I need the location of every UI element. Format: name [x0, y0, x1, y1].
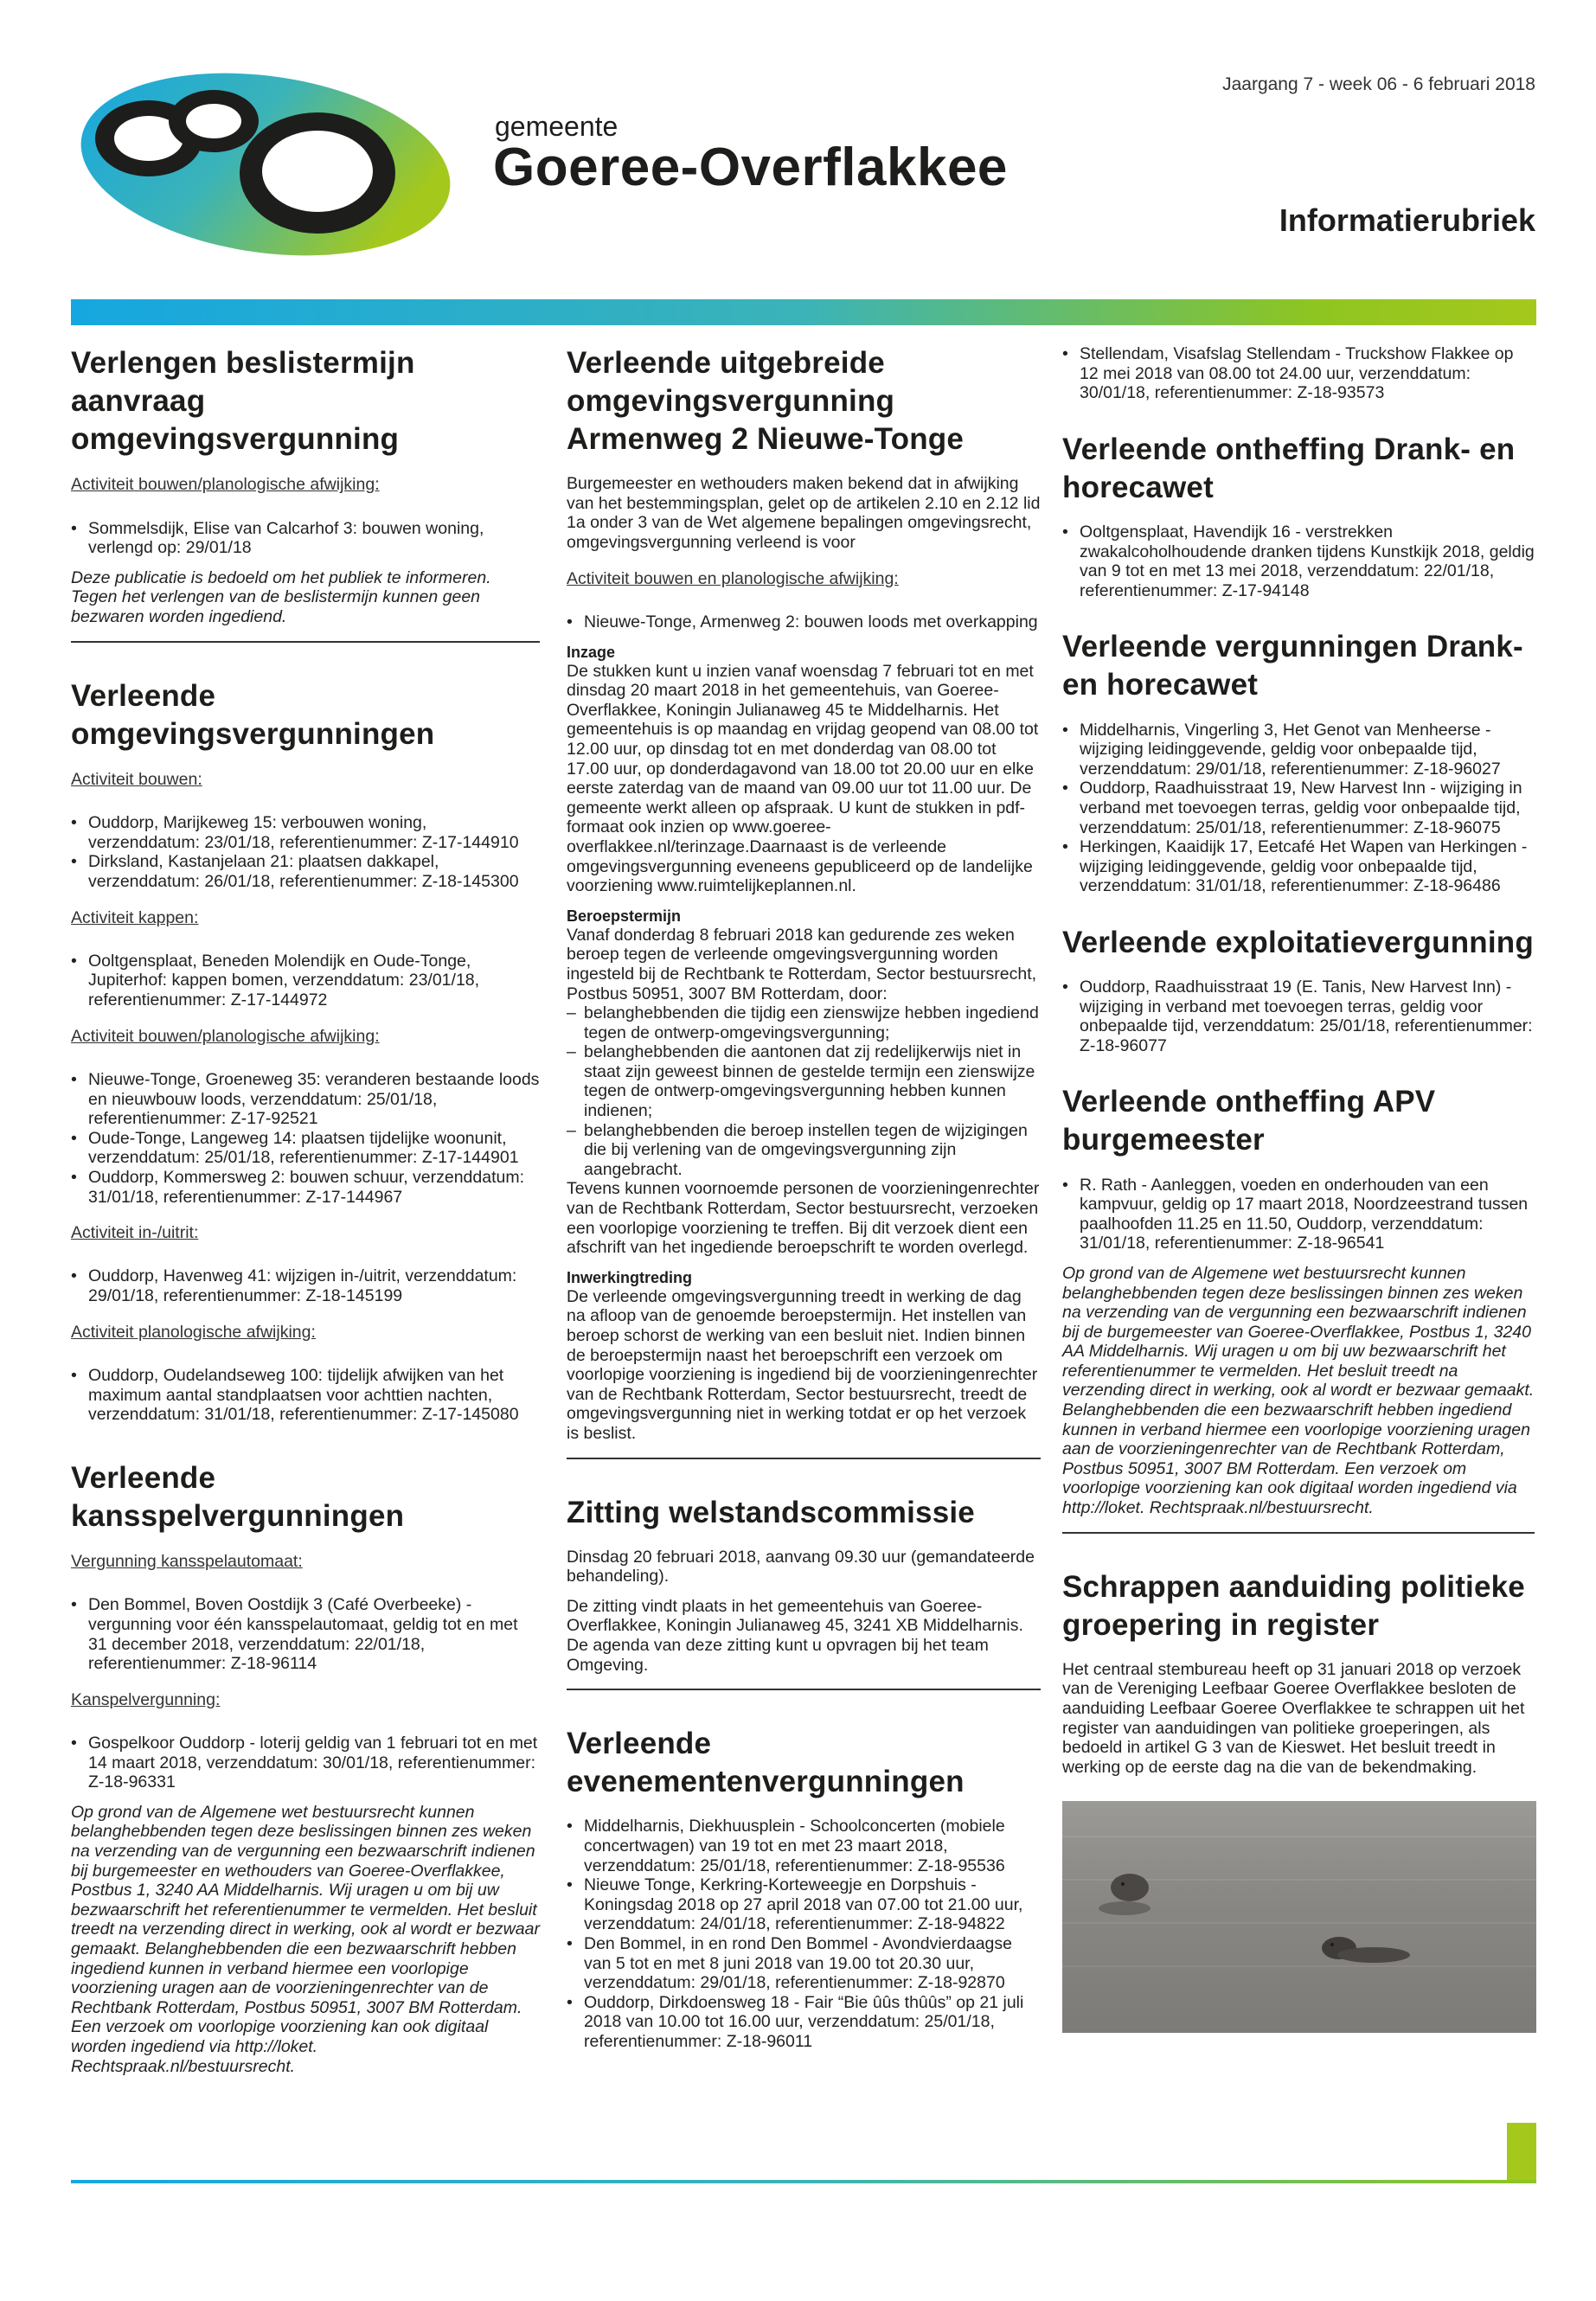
item-list	[1062, 721, 1535, 896]
section-title: Verleende evenementenvergunningen	[567, 1727, 965, 1799]
list-item: • Ooltgensplaat, Beneden Molendijk en Oude-Tonge, Jupiterhof: kappen bomen, verzenddatum: 23/01/18, referentienummer: Z-17-144972	[71, 952, 540, 1010]
item-list	[71, 813, 540, 891]
legal-note: Deze publicatie is bedoeld om het publiek te informeren. Tegen het verlengen van de beslistermijn kunnen geen bezwaren worden ingediend.	[71, 567, 491, 626]
subheading-inzage: Inzage	[567, 643, 616, 661]
list-item: • Oude-Tonge, Langeweg 14: plaatsen tijdelijke woonunit, verzenddatum: 25/01/18, referentienummer: Z-17-144901	[71, 1129, 540, 1168]
section-uitgebreide-omgevingsvergunning	[567, 344, 1041, 1459]
list-item: • Ooltgensplaat, Havendijk 16 - verstrekken zwakalcoholhoudende dranken tijdens Kunstkijk 2018, geldig van 9 tot en met 13 mei 2018, verzenddatum: 22/01/18, referentienummer: Z-17-94148	[1062, 522, 1535, 600]
brand-gemeente: gemeente	[495, 111, 619, 142]
item-list	[71, 1366, 540, 1425]
item-list-continued	[1062, 344, 1535, 403]
list-item: • Sommelsdijk, Elise van Calcarhof 3: bouwen woning, verlengd op: 29/01/18	[71, 519, 540, 558]
list-item: • Dirksland, Kastanjelaan 21: plaatsen dakkapel, verzenddatum: 26/01/18, referentienummer: Z-18-145300	[71, 852, 540, 891]
subheading-beroepstermijn: Beroepstermijn	[567, 907, 682, 925]
dash-list	[567, 1003, 1041, 1179]
item-list	[71, 1595, 540, 1673]
list-item: • Nieuwe-Tonge, Armenweg 2: bouwen loods met overkapping	[567, 612, 1041, 632]
item-list	[1062, 1176, 1535, 1253]
section-vergunningen-drank-horecawet	[1062, 628, 1535, 896]
item-list	[1062, 977, 1535, 1055]
section-verleende-omgevingsvergunningen	[71, 677, 540, 1425]
list-item: – belanghebbenden die tijdig een zienswijze hebben ingediend tegen de ontwerp-omgevingsvergunning;	[567, 1003, 1041, 1042]
divider	[567, 1458, 1041, 1459]
issue-info: Jaargang 7 - week 06 - 6 februari 2018	[1222, 74, 1535, 94]
section-verlengen-beslistermijn	[71, 344, 540, 643]
activity-label: Activiteit bouwen/planologische afwijking:	[71, 475, 380, 495]
list-item: • Ouddorp, Raadhuisstraat 19 (E. Tanis, New Harvest Inn) - wijziging in verband met toevoegen terras, geldig voor onbepaalde tijd, verzenddatum: 25/01/18, referentienummer: Z-18-96077	[1062, 977, 1535, 1055]
list-item: • Herkingen, Kaaidijk 17, Eetcafé Het Wapen van Herkingen - wijziging leidinggevende, geldig voor onbepaalde tijd, verzenddatum: 31/01/18, referentienummer: Z-18-96486	[1062, 837, 1535, 896]
section-title: Verlengen beslistermijn aanvraag omgevingsvergunning	[71, 346, 415, 457]
footer-gradient-bar	[71, 2180, 1536, 2183]
list-item: • Den Bommel, in en rond Den Bommel - Avondvierdaagse van 5 tot en met 8 juni 2018 van 19.00 tot 20.30 uur, verzenddatum: 29/01/18, referentienummer: Z-18-92870	[567, 1934, 1041, 1993]
list-item: • R. Rath - Aanleggen, voeden en onderhouden van een kampvuur, geldig op 17 maart 2018, Noordzeestrand tussen paalhoofden 11.25 en 11.50, Ouddorp, verzenddatum: 31/01/18, referentienummer: Z-18-96541	[1062, 1176, 1535, 1253]
item-list	[71, 952, 540, 1010]
column-3	[1062, 344, 1535, 2033]
section-title: Verleende exploitatievergunning	[1062, 925, 1534, 959]
divider	[567, 1689, 1041, 1690]
legal-note: Op grond van de Algemene wet bestuursrecht kunnen belanghebbenden tegen deze beslissingen binnen zes weken na verzending van de vergunning een bezwaarschrift indienen bij de burgemeester van Goeree-Overflakkee, Postbus 1, 3240 AA Middelharnis. Wij uragen u om bij uw bezwaarschrift het referentienummer te vermelden. Het besluit treedt na verzending direct in werking, ook al wordt er bezwaar gemaakt. Belanghebbenden die een bezwaarschrift hebben ingediend kunnen in verband hiermee een voorlopige voorziening uragen aan de voorzieningenrechter van de Rechtbank Rotterdam, Postbus 50951, 3007 BM Rotterdam. Een verzoek om voorlopige voorziening kan ook digitaal worden ingediend via http://loket. Rechtspraak.nl/bestuursrecht.	[1062, 1263, 1535, 1518]
list-item: • Ouddorp, Raadhuisstraat 19, New Harvest Inn - wijziging in verband met toevoegen terras, geldig voor onbepaalde tijd, verzenddatum: 25/01/18, referentienummer: Z-18-96075	[1062, 779, 1535, 837]
list-item: • Ouddorp, Marijkeweg 15: verbouwen woning, verzenddatum: 23/01/18, referentienummer: Z-17-144910	[71, 813, 540, 852]
section-exploitatievergunning	[1062, 924, 1535, 1055]
section-title: Schrappen aanduiding politieke groepering in register	[1062, 1569, 1525, 1642]
list-item: • Nieuwe Tonge, Kerkring-Korteweegje en Dorpshuis - Koningsdag 2018 op 27 april 2018 van 07.00 tot 21.00 uur, verzenddatum: 24/01/18, referentienummer: Z-18-94822	[567, 1875, 1041, 1934]
activity-label: Kanspelvergunning:	[71, 1689, 221, 1709]
item-list	[1062, 522, 1535, 600]
list-item: • Ouddorp, Kommersweg 2: bouwen schuur, verzenddatum: 31/01/18, referentienummer: Z-17-144967	[71, 1168, 540, 1207]
activity-label: Activiteit in-/uitrit:	[71, 1223, 199, 1243]
schrappen-text: Het centraal stembureau heeft op 31 januari 2018 op verzoek van de Vereniging Leefbaar Goeree Overflakkee besloten de aanduiding Leefbaar Goeree Overflakkee te schrappen uit het register van aanduidingen van politieke groeperingen, als bedoeld in artikel G 3 van de Kieswet. Het besluit treedt in werking op de eerste dag na die van de bekendmaking.	[1062, 1659, 1525, 1777]
list-item: • Gospelkoor Ouddorp - loterij geldig van 1 februari tot en met 14 maart 2018, verzenddatum: 30/01/18, referentienummer: Z-18-96331	[71, 1734, 540, 1792]
list-item: • Ouddorp, Oudelandseweg 100: tijdelijk afwijken van het maximum aantal standplaatsen voor achttien nachten, verzenddatum: 31/01/18, referentienummer: Z-17-145080	[71, 1366, 540, 1425]
activity-label: Activiteit bouwen:	[71, 769, 202, 789]
section-zitting-welstandscommissie	[567, 1494, 1041, 1691]
section-title: Verleende uitgebreide omgevingsvergunning Armenweg 2 Nieuwe-Tonge	[567, 346, 965, 457]
section-title: Verleende omgevingsvergunningen	[71, 678, 435, 751]
beroep-text-2: Tevens kunnen voornoemde personen de voorzieningenrechter van de Rechtbank Rotterdam, Sector bestuursrecht, verzoeken een voorlopige voorziening te treffen. Bij dit verzoek dient een afschrift van het ingediende beroepschrift te worden overlegd.	[567, 1179, 1040, 1258]
item-list	[567, 612, 1041, 632]
legal-note: Op grond van de Algemene wet bestuursrecht kunnen belanghebbenden tegen deze beslissingen binnen zes weken na verzending van de vergunning een bezwaarschrift indienen bij burgemeester en wethouders van Goeree-Overflakkee, Postbus 1, 3240 AA Middelharnis. Wij uragen u om bij uw bezwaarschrift het referentienummer te vermelden. Het besluit treedt na verzending direct in werking, ook al wordt er bezwaar gemaakt. Belanghebbenden die een bezwaarschrift hebben ingediend kunnen in verband hiermee een voorlopige voorziening uragen aan de voorzieningenrechter van de Rechtbank Rotterdam, Postbus 50951, 3007 BM Rotterdam. Een verzoek om voorlopige voorziening kan ook digitaal worden ingediend via http://loket. Rechtspraak.nl/bestuursrecht.	[71, 1802, 540, 2076]
activity-label: Activiteit bouwen/planologische afwijking:	[71, 1026, 380, 1046]
list-item: • Middelharnis, Diekhuusplein - Schoolconcerten (mobiele concertwagen) van 19 tot en met 23 maart 2018, verzenddatum: 25/01/18, referentienummer: Z-18-95536	[567, 1817, 1041, 1875]
section-title: Verleende kansspelvergunningen	[71, 1460, 405, 1533]
item-list	[567, 1817, 1041, 2051]
list-item: – belanghebbenden die aantonen dat zij redelijkerwijs niet in staat zijn geweest binnen de gestelde termijn een zienswijze tegen de ontwerp-omgevingsvergunning hebben kunnen indienen;	[567, 1042, 1041, 1120]
header-gradient-bar	[71, 299, 1536, 325]
activity-label: Vergunning kansspelautomaat:	[71, 1551, 303, 1571]
column-1	[71, 344, 540, 2086]
activity-label: Activiteit planologische afwijking:	[71, 1322, 316, 1342]
rubric-title: Informatierubriek	[1279, 202, 1535, 238]
divider	[71, 641, 540, 643]
subheading-inwerkingtreding: Inwerkingtreding	[567, 1268, 693, 1286]
inzage-text: De stukken kunt u inzien vanaf woensdag 7 februari tot en met dinsdag 20 maart 2018 in het gemeentehuis, van Goeree-Overflakkee, Koningin Julianaweg 45 te Middelharnis. Het gemeentehuis is op maandag en vrijdag geopend van 08.00 tot 12.00 uur, op dinsdag tot en met donderdag van 08.00 tot 17.00 uur, op donderdagavond van 18.00 tot 20.00 uur en elke eerste zaterdag van de maand van 09.00 uur tot 11.00 uur. De gemeente werkt alleen op afspraak. U kunt de stukken in pdf-formaat ook inzien op www.goeree-overflakkee.nl/terinzage.Daarnaast is de verleende omgevingsvergunning eveneens gepubliceerd op de landelijke voorziening www.ruimtelijkeplannen.nl.	[567, 661, 1039, 896]
brand-name: Goeree-Overflakkee	[493, 138, 1008, 197]
item-list	[71, 1070, 540, 1207]
section-title: Zitting welstandscommissie	[567, 1495, 975, 1529]
item-list	[71, 519, 540, 558]
page-header	[0, 0, 1596, 311]
list-item: • Stellendam, Visafslag Stellendam - Truckshow Flakkee op 12 mei 2018 van 08.00 tot 24.00 uur, verzenddatum: 30/01/18, referentienummer: Z-18-93573	[1062, 344, 1535, 403]
column-2	[567, 344, 1041, 2062]
section-title: Verleende ontheffing Drank- en horecawet	[1062, 432, 1516, 504]
activity-label: Activiteit kappen:	[71, 907, 199, 927]
corner-accent	[1507, 2123, 1536, 2183]
list-item: – belanghebbenden die beroep instellen tegen de wijzigingen die bij verlening van de omgevingsvergunning zijn aangebracht.	[567, 1121, 1041, 1180]
zitting-date: Dinsdag 20 februari 2018, aanvang 09.30 uur (gemandateerde behandeling).	[567, 1547, 1035, 1586]
inwerkingtreding-text: De verleende omgevingsvergunning treedt in werking de dag na afloop van de genoemde beroepstermijn. Het instellen van beroep schorst de werking van een besluit niet. Indien binnen de beroepstermijn naast het beroepschrift een verzoek om voorlopige voorziening is ingediend bij de voorzieningenrechter van de Rechtbank Rotterdam, Sector bestuursrecht, treedt de omgevingsvergunning niet in werking totdat er op het verzoek is beslist.	[567, 1286, 1038, 1443]
section-title: Verleende ontheffing APV burgemeester	[1062, 1085, 1436, 1157]
section-ontheffing-drank-horecawet	[1062, 431, 1535, 601]
list-item: • Nieuwe-Tonge, Groeneweg 35: veranderen bestaande loods en nieuwbouw loods, verzenddatum: 25/01/18, referentienummer: Z-17-92521	[71, 1070, 540, 1129]
section-evenementenvergunningen	[567, 1725, 1041, 2051]
beroep-text: Vanaf donderdag 8 februari 2018 kan gedurende zes weken beroep tegen de verleende omgevingsvergunning worden ingesteld bij de Rechtbank te Rotterdam, Sector bestuursrecht, Postbus 50951, 3007 BM Rotterdam, door:	[567, 925, 1037, 1003]
municipality-logo	[71, 69, 452, 260]
list-item: • Middelharnis, Vingerling 3, Het Genot van Menheerse - wijziging leidinggevende, geldig voor onbepaalde tijd, verzenddatum: 29/01/18, referentienummer: Z-18-96027	[1062, 721, 1535, 779]
divider	[1062, 1532, 1535, 1534]
zitting-location: De zitting vindt plaats in het gemeentehuis van Goeree-Overflakkee, Koningin Julianaweg 45, 3241 XB Middelharnis. De agenda van deze zitting kunt u opvragen bij het team Omgeving.	[567, 1596, 1023, 1675]
list-item: • Ouddorp, Dirkdoensweg 18 - Fair “Bie ûûs thûûs” op 21 juli 2018 van 10.00 tot 16.00 uur, verzenddatum: 25/01/18, referentienummer: Z-18-96011	[567, 1993, 1041, 2052]
section-title: Verleende vergunningen Drank- en horecawet	[1062, 630, 1523, 702]
activity-label: Activiteit bouwen en planologische afwijking:	[567, 568, 899, 588]
list-item: • Ouddorp, Havenweg 41: wijzigen in-/uitrit, verzenddatum: 29/01/18, referentienummer: Z-18-145199	[71, 1266, 540, 1305]
section-schrappen-aanduiding	[1062, 1568, 1535, 1778]
intro-text: Burgemeester en wethouders maken bekend dat in afwijking van het bestemmingsplan, gelet op de artikelen 2.10 en 2.12 lid 1a onder 3 van de Wet algemene bepalingen omgevingsrecht, omgevingsvergunning verleend is voor	[567, 474, 1041, 553]
seal-photo	[1062, 1801, 1536, 2033]
item-list	[71, 1734, 540, 1792]
item-list	[71, 1266, 540, 1305]
seal-icon	[1062, 1801, 1536, 2033]
list-item: • Den Bommel, Boven Oostdijk 3 (Café Overbeeke) - vergunning voor één kansspelautomaat, geldig tot en met 31 december 2018, verzenddatum: 22/01/18, referentienummer: Z-18-96114	[71, 1595, 540, 1673]
section-ontheffing-apv-burgemeester	[1062, 1083, 1535, 1533]
section-verleende-kansspelvergunningen	[71, 1459, 540, 2076]
